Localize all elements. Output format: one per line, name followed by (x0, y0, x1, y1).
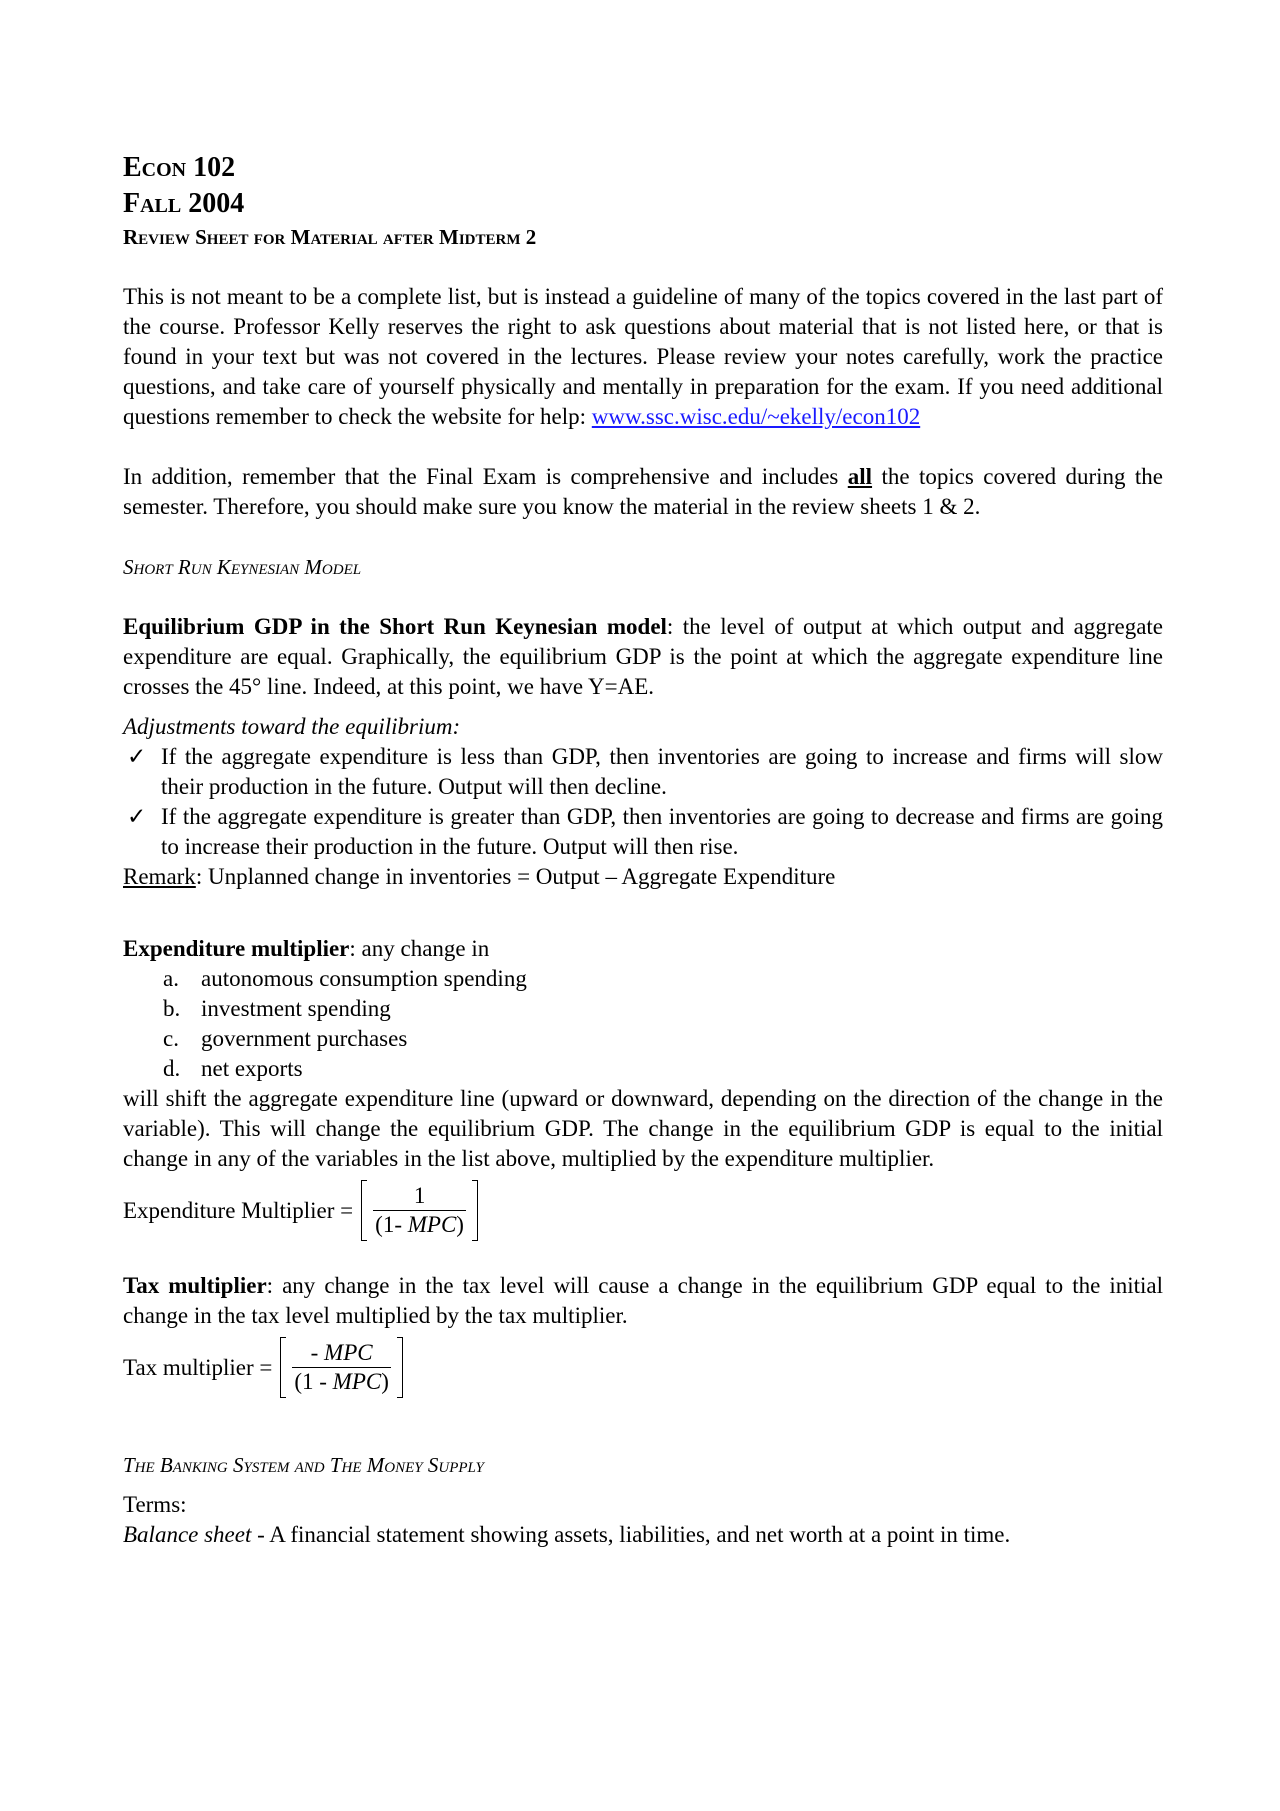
terms-label: Terms: (123, 1492, 187, 1517)
list-letter: a. (163, 966, 179, 991)
remark-label: Remark (123, 864, 196, 889)
term-name: Balance sheet (123, 1522, 252, 1547)
list-letter: b. (163, 996, 181, 1021)
formula-bracket (280, 1337, 403, 1398)
fraction (367, 1180, 472, 1241)
adjustment-text: If the aggregate expenditure is less than GDP, then inventories are going to increase and firms will slow their production in the future. Output will then decline. (161, 744, 1163, 799)
formula-bracket (361, 1180, 478, 1241)
fraction (286, 1337, 397, 1398)
multiplier-list (123, 964, 1163, 1084)
checkmark-icon: ✓ (127, 804, 147, 829)
adjustments-list (123, 742, 1163, 862)
intro-text: This is not meant to be a complete list, but is instead a guideline of many of the topics covered in the last part of the course. Professor Kelly reserves the right to ask questions about material that is not listed here, or that is found in your text but was not covered in the lectures. Please review your notes carefully, work the practice questions, and take care of yourself physically and mentally in preparation for the exam. If you need additional questions remember to check the website for help: (123, 284, 1163, 429)
term-definition: - A financial statement showing assets, liabilities, and net worth at a point in time. (251, 1522, 1011, 1547)
list-item (123, 742, 1163, 802)
multiplier-intro-text: : any change in (349, 936, 490, 961)
term-title: Fall 2004 (123, 188, 245, 219)
section-heading-keynesian: Short Run Keynesian Model (123, 555, 362, 579)
list-item (123, 994, 1163, 1024)
fraction-numerator: 1 (413, 1183, 426, 1208)
list-text: autonomous consumption spending (201, 966, 527, 991)
addition-text-post: the topics covered during the semester. Therefore, you should make sure you know the material in the review sheets 1 & 2. (123, 464, 1163, 519)
addition-paragraph (123, 462, 1163, 522)
list-letter: d. (163, 1056, 181, 1081)
tax-term: Tax multiplier (123, 1273, 267, 1298)
formula-label: Tax multiplier = (123, 1354, 273, 1380)
expenditure-multiplier-formula (123, 1180, 1163, 1241)
remark-text: : Unplanned change in inventories = Output – Aggregate Expenditure (195, 864, 836, 889)
formula-label: Expenditure Multiplier = (123, 1197, 354, 1223)
intro-paragraph (123, 282, 1163, 432)
equilibrium-definition (123, 612, 1163, 702)
multiplier-explanation: will shift the aggregate expenditure line (upward or downward, depending on the direction of the change in the variable). This will change the equilibrium GDP. The change in the equilibrium GDP is equal to the initial change in any of the variables in the list above, multiplied by the expenditure multiplier. (123, 1086, 1163, 1171)
document-page (123, 150, 1163, 1550)
list-text: government purchases (201, 1026, 408, 1051)
adjustments-heading: Adjustments toward the equilibrium: (123, 714, 461, 739)
section-heading-banking: The Banking System and The Money Supply (123, 1453, 484, 1477)
term-balance-sheet (123, 1520, 1163, 1550)
list-item (123, 964, 1163, 994)
list-text: investment spending (201, 996, 391, 1021)
adjustment-text: If the aggregate expenditure is greater than GDP, then inventories are going to decrease and firms are going to increase their production in the future. Output will then rise. (161, 804, 1163, 859)
tax-text: : any change in the tax level will cause a change in the equilibrium GDP equal to the initial change in the tax level multiplied by the tax multiplier. (123, 1273, 1164, 1328)
sheet-title: Review Sheet for Material after Midterm 2 (123, 225, 537, 249)
course-title: Econ 102 (123, 152, 236, 183)
tax-multiplier-definition (123, 1271, 1163, 1331)
multiplier-term: Expenditure multiplier (123, 936, 350, 961)
remark-line (123, 862, 1163, 892)
website-link[interactable]: www.ssc.wisc.edu/~ekelly/econ102 (591, 404, 921, 429)
list-item (123, 1024, 1163, 1054)
fraction-numerator: - MPC (310, 1340, 373, 1365)
equilibrium-term: Equilibrium GDP in the Short Run Keynesian model (123, 614, 667, 639)
multiplier-intro (123, 934, 1163, 964)
equilibrium-text: : the level of output at which output and aggregate expenditure are equal. Graphically, the equilibrium GDP is the point at which the aggregate expenditure line crosses the 45° line. Indeed, at this point, we have Y=AE. (123, 614, 1163, 699)
addition-text-pre: In addition, remember that the Final Exam is comprehensive and includes (123, 464, 848, 489)
fraction-denominator: (1 - MPC) (294, 1369, 389, 1394)
list-item (123, 1054, 1163, 1084)
fraction-denominator: (1- MPC) (375, 1212, 464, 1237)
addition-emphasis: all (847, 464, 873, 489)
tax-multiplier-formula (123, 1337, 1163, 1398)
checkmark-icon: ✓ (127, 744, 147, 769)
list-text: net exports (201, 1056, 303, 1081)
list-letter: c. (163, 1026, 179, 1051)
list-item (123, 802, 1163, 862)
